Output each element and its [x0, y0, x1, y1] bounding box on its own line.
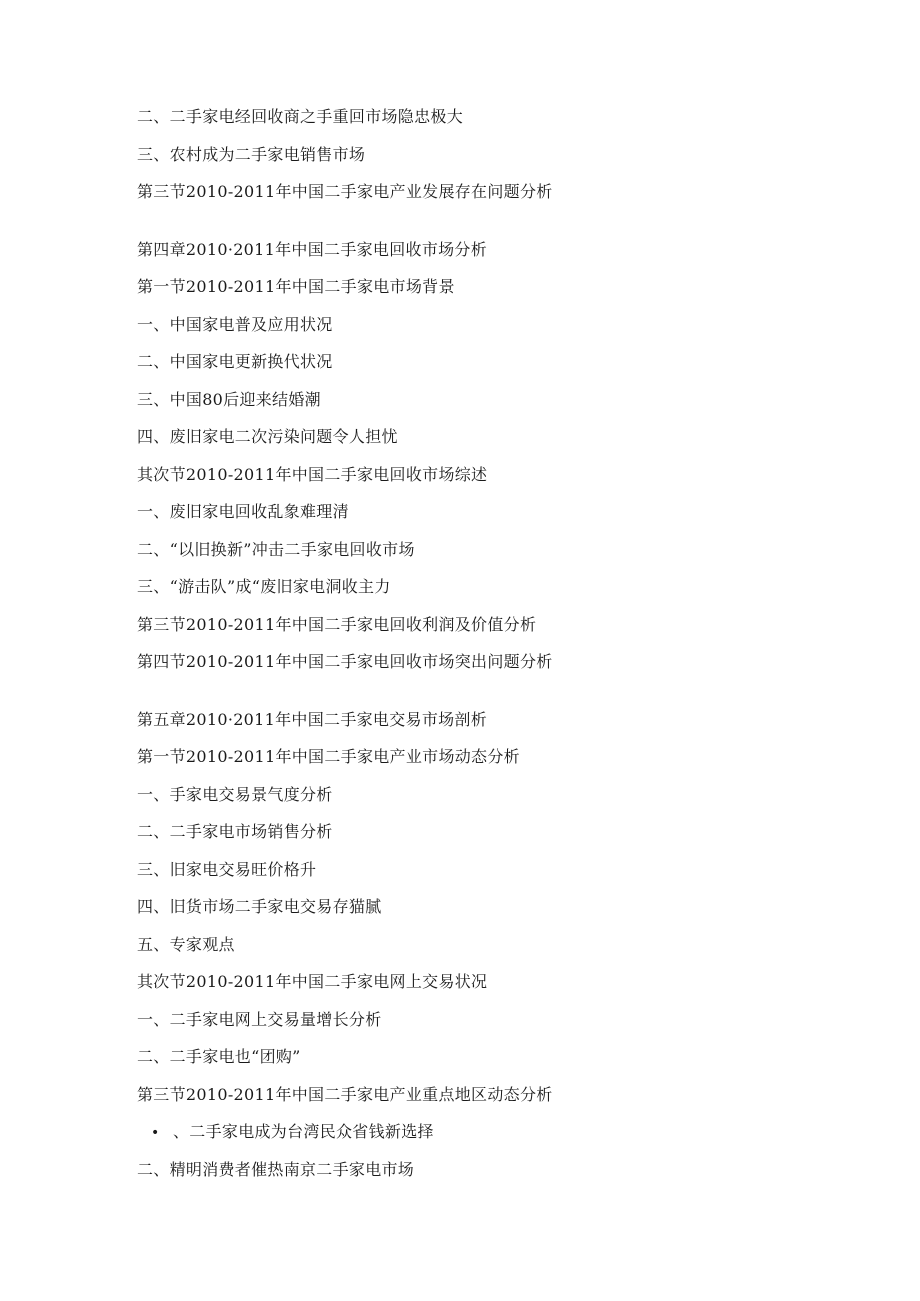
toc-line-section: 其次节2010-2011年中国二手家电回收市场综述	[137, 464, 488, 484]
toc-line: 二、中国家电更新换代状况	[137, 352, 333, 371]
toc-line-chapter: 第五章2010·2011年中国二手家电交易市场剖析	[137, 709, 488, 729]
toc-line: 二、二手家电市场销售分析	[137, 822, 333, 841]
toc-line: 二、“以旧换新”冲击二手家电回收市场	[137, 539, 415, 559]
toc-line: 三、“游击队”成“废旧家电洞收主力	[137, 577, 391, 596]
toc-line-section: 第三节2010-2011年中国二手家电产业重点地区动态分析	[137, 1084, 553, 1104]
document-page	[137, 104, 837, 1194]
toc-line: 一、手家电交易景气度分析	[137, 784, 333, 804]
bullet-icon: •	[151, 1125, 160, 1141]
toc-line-section: 第三节2010-2011年中国二手家电产业发展存在问题分析	[137, 182, 553, 201]
toc-line: 三、农村成为二手家电销售市场	[137, 144, 366, 164]
toc-line: 一、废旧家电回收乱象难理清	[137, 502, 349, 521]
toc-line: 五、专家观点	[137, 934, 235, 954]
toc-line-chapter: 第四章2010·2011年中国二手家电回收市场分析	[137, 239, 488, 259]
toc-line-text: 、二手家电成为台湾民众省钱新选择	[173, 1122, 434, 1141]
toc-line-section: 其次节2010-2011年中国二手家电网上交易状况	[137, 972, 488, 991]
toc-line: 二、精明消费者催热南京二手家电市场	[137, 1159, 415, 1179]
toc-line: 二、二手家电也“团购”	[137, 1047, 301, 1066]
toc-line: 一、二手家电网上交易量增长分析	[137, 1009, 382, 1029]
toc-line-section: 第四节2010-2011年中国二手家电回收市场突出问题分析	[137, 652, 553, 671]
toc-line: 四、旧货市场二手家电交易存猫腻	[137, 897, 382, 916]
toc-line-section: 第三节2010-2011年中国二手家电回收利润及价值分析	[137, 614, 537, 634]
toc-line: 二、二手家电经回收商之手重回市场隐忠极大	[137, 107, 464, 126]
toc-line-bulleted	[137, 1119, 837, 1157]
toc-line: 三、中国80后迎来结婚潮	[137, 389, 321, 409]
toc-line: 三、旧家电交易旺价格升	[137, 859, 317, 879]
toc-line: 一、中国家电普及应用状况	[137, 314, 333, 334]
toc-line: 四、废旧家电二次污染问题令人担忧	[137, 427, 398, 446]
toc-line-section: 第一节2010-2011年中国二手家电产业市场动态分析	[137, 747, 520, 766]
toc-line-section: 第一节2010-2011年中国二手家电市场背景	[137, 277, 455, 296]
